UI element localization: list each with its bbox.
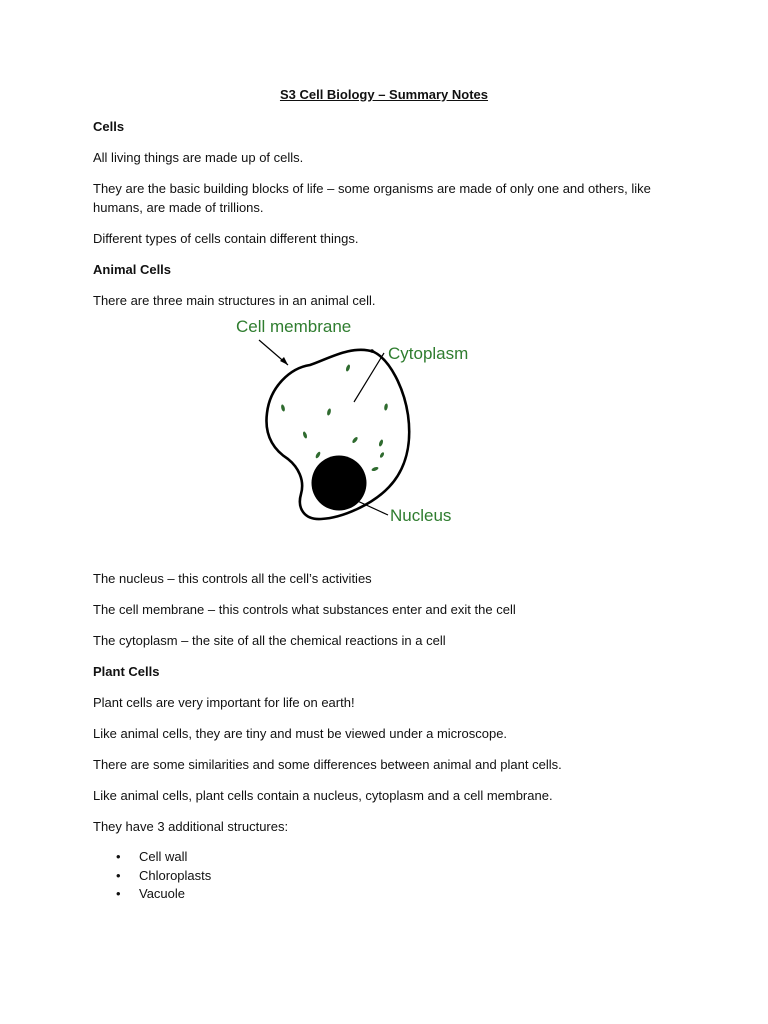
cytoplasm-granules	[280, 364, 388, 472]
paragraph: There are some similarities and some differences between animal and plant cells.	[93, 757, 562, 772]
list-item	[116, 848, 211, 867]
animal-cells-heading: Animal Cells	[93, 262, 172, 277]
paragraph: There are three main structures in an animal cell.	[93, 293, 376, 308]
document-title: S3 Cell Biology – Summary Notes	[279, 87, 489, 102]
bullet-icon: •	[116, 886, 121, 901]
bullet-icon: •	[116, 849, 121, 864]
label-cytoplasm: Cytoplasm	[388, 344, 469, 363]
label-nucleus: Nucleus	[390, 506, 452, 525]
paragraph: All living things are made up of cells.	[93, 150, 304, 165]
additional-structures-list	[116, 848, 211, 904]
paragraph: Different types of cells contain different things.	[93, 231, 359, 246]
paragraph: The cell membrane – this controls what substances enter and exit the cell	[93, 602, 516, 617]
paragraph: They have 3 additional structures:	[93, 819, 289, 834]
list-item-text: Cell wall	[139, 849, 188, 864]
list-item	[116, 867, 211, 886]
paragraph: Like animal cells, plant cells contain a nucleus, cytoplasm and a cell membrane.	[93, 788, 553, 803]
paragraph: The nucleus – this controls all the cell’s activities	[93, 571, 372, 586]
list-item	[116, 885, 211, 904]
list-item-text: Vacuole	[139, 886, 186, 901]
nucleus-shape	[312, 456, 367, 511]
cytoplasm-pointer	[354, 353, 384, 402]
animal-cell-diagram	[228, 312, 498, 532]
bullet-icon: •	[116, 867, 121, 883]
paragraph: Like animal cells, they are tiny and must be viewed under a microscope.	[93, 726, 508, 741]
paragraph: The cytoplasm – the site of all the chemical reactions in a cell	[93, 633, 446, 648]
label-cell-membrane: Cell membrane	[236, 317, 352, 336]
cells-heading: Cells	[93, 119, 125, 134]
paragraph: They are the basic building blocks of life – some organisms are made of only one and others, like	[93, 181, 651, 196]
paragraph: Plant cells are very important for life on earth!	[93, 695, 355, 710]
list-item-text: Chloroplasts	[139, 867, 212, 883]
plant-cells-heading: Plant Cells	[93, 664, 160, 679]
paragraph: humans, are made of trillions.	[93, 200, 264, 215]
